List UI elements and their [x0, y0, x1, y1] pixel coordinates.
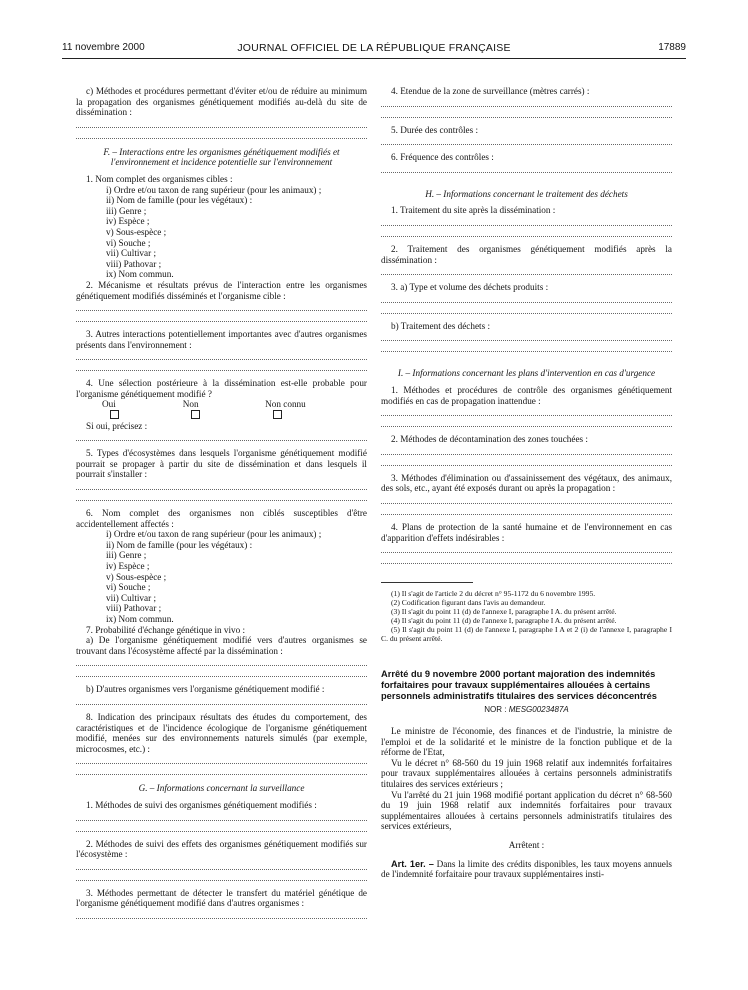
fill-line [76, 667, 367, 677]
item-g1: 1. Méthodes de suivi des organismes génétiquement modifiés : [86, 799, 317, 810]
footnote-rule [381, 582, 473, 583]
page-header [62, 42, 686, 56]
list-item: iv) Espèce ; [106, 561, 150, 571]
fill-line [381, 417, 672, 427]
fill-line [381, 265, 672, 275]
nor-code: MESG0023487A [508, 705, 569, 715]
decree-title: Arrêté du 9 novembre 2000 portant majoration des indemnités forfaitaires pour travaux supplémentaires allouées à certains personnels administratifs titulaires des services déconcentrés [381, 669, 657, 701]
list-item: iii) Genre ; [106, 550, 147, 561]
fill-line [76, 860, 367, 870]
fill-line [381, 445, 672, 455]
item-c: c) Méthodes et procédures permettant d'éviter et/ou de réduire au minimum la propagation des organismes génétiquement modifiés au-delà du site de dissémination : [76, 86, 367, 118]
list-item: ii) Nom de famille (pour les végétaux) : [106, 539, 253, 550]
fill-line [76, 118, 367, 128]
article-1 [381, 859, 672, 880]
item-f6: 6. Nom complet des organismes non ciblés susceptibles d'être accidentellement affectés : [76, 508, 367, 529]
article-1-label: Art. 1er. – [391, 858, 434, 869]
list-item: ii) Nom de famille (pour les végétaux) : [106, 195, 253, 206]
option-non[interactable]: Non [183, 399, 243, 420]
fill-line [76, 811, 367, 821]
item-i4: 4. Plans de protection de la santé humaine et de l'environnement en cas d'apparition d'effets indésirables : [381, 521, 672, 543]
fill-line [76, 871, 367, 881]
f4-options [76, 399, 367, 420]
item-h3b: b) Traitement des déchets : [391, 320, 491, 331]
fill-line [381, 505, 672, 515]
footnote: (4) Il s'agit du point 11 (d) de l'annexe I, paragraphe I A. du présent arrêté. [391, 616, 617, 626]
fill-line [381, 554, 672, 564]
fill-line [381, 97, 672, 107]
fill-line [76, 491, 367, 501]
fill-line [76, 822, 367, 832]
left-column [76, 86, 367, 920]
item-f7a: a) De l'organisme génétiquement modifié vers d'autres organismes se trouvant dans l'écosystème affecté par la dissémination : [76, 635, 367, 656]
fill-line [381, 163, 672, 173]
item-i1: 1. Méthodes et procédures de contrôle des organismes génétiquement modifiés en cas de propagation inattendue : [381, 384, 672, 406]
item-f1: 1. Nom complet des organismes cibles : [86, 173, 233, 184]
footnote: (1) Il s'agit de l'article 2 du décret n° 95-1172 du 6 novembre 1995. [391, 589, 596, 599]
footnote: (5) Il s'agit du point 11 (d) de l'annexe I, paragraphe I A et 2 (i) de l'annexe I, paragraphe I C. du présent arrêté. [381, 625, 672, 644]
header-rule [62, 58, 686, 59]
list-item: iii) Genre ; [106, 205, 147, 216]
header-page-number: 17889 [658, 42, 686, 53]
right-column [381, 86, 672, 880]
item-f7: 7. Probabilité d'échange génétique in vivo : [86, 624, 246, 635]
option-non-connu[interactable]: Non connu [265, 399, 345, 420]
fill-line [381, 293, 672, 303]
item-f4: 4. Une sélection postérieure à la dissémination est-elle probable pour l'organisme génétiquement modifié ? [76, 378, 367, 399]
list-item: vi) Souche ; [106, 582, 151, 593]
fill-line [76, 909, 367, 919]
fill-line [76, 480, 367, 490]
f1-list [76, 185, 367, 280]
item-g4: 4. Etendue de la zone de surveillance (mètres carrés) : [391, 86, 590, 96]
checkbox-icon[interactable] [273, 410, 282, 419]
fill-line [381, 304, 672, 314]
checkbox-icon[interactable] [110, 410, 119, 419]
section-g-heading: G. – Informations concernant la surveillance [138, 783, 305, 794]
list-item: viii) Pathovar ; [106, 258, 162, 269]
list-item: ix) Nom commun. [106, 613, 174, 624]
footnote: (3) Il s'agit du point 11 (d) de l'annexe I, paragraphe I A. du présent arrêté. [391, 607, 617, 617]
list-item: vii) Cultivar ; [106, 248, 157, 259]
list-item: ix) Nom commun. [106, 269, 174, 280]
list-item: iv) Espèce ; [106, 216, 150, 227]
fill-line [381, 342, 672, 352]
item-g2: 2. Méthodes de suivi des effets des organismes génétiquement modifiés sur l'écosystème : [76, 838, 367, 860]
fill-line [76, 695, 367, 705]
item-f8: 8. Indication des principaux résultats des études du comportement, des caractéristiques et de l'incidence écologique de l'organisme génétiquement modifié, menées sur des environnements naturels simulés (par exemple, microcosmes, etc.) : [76, 711, 367, 754]
list-item: vi) Souche ; [106, 237, 151, 248]
item-h1: 1. Traitement du site après la dissémination : [391, 205, 556, 216]
item-h2: 2. Traitement des organismes génétiquement modifiés après la dissémination : [381, 243, 672, 265]
item-i3: 3. Méthodes d'élimination ou d'assainissement des végétaux, des animaux, des sols, etc., ayant été exposés durant ou après la propagation : [381, 472, 672, 494]
item-h3: 3. a) Type et volume des déchets produits : [391, 282, 549, 293]
fill-line [381, 216, 672, 226]
item-f7b: b) D'autres organismes vers l'organisme génétiquement modifié : [86, 684, 325, 695]
fill-line [381, 543, 672, 553]
list-item: i) Ordre et/ou taxon de rang supérieur (pour les animaux) ; [106, 184, 322, 195]
item-f5: 5. Types d'écosystèmes dans lesquels l'organisme génétiquement modifié pourrait se propager à partir du site de dissémination et dans lesquels il pourrait s'installer : [76, 448, 367, 480]
fill-line [76, 765, 367, 775]
nor-reference: NOR : MESG0023487A [484, 705, 569, 715]
checkbox-icon[interactable] [191, 410, 200, 419]
option-oui[interactable]: Oui [102, 399, 161, 420]
fill-line [76, 129, 367, 139]
item-g5: 5. Durée des contrôles : [391, 124, 478, 135]
preamble-ministers: Le ministre de l'économie, des finances et de l'industrie, la ministre de l'emploi et de la solidarité et le ministre de la fonction publique et de la réforme de l'Etat, [381, 726, 672, 758]
fill-line [381, 108, 672, 118]
f4-si-oui: Si oui, précisez : [86, 420, 148, 431]
fill-line [381, 331, 672, 341]
fill-line [76, 350, 367, 360]
list-item: vii) Cultivar ; [106, 592, 157, 603]
fill-line [381, 494, 672, 504]
preamble-vu-decret: Vu le décret n° 68-560 du 19 juin 1968 relatif aux indemnités forfaitaires pour travaux supplémentaires allouées à certains personnels administratifs titulaires des services extérieurs ; [381, 757, 672, 790]
fill-line [381, 456, 672, 466]
list-item: i) Ordre et/ou taxon de rang supérieur (pour les animaux) ; [106, 529, 322, 540]
fill-line [76, 301, 367, 311]
fill-line [381, 135, 672, 145]
header-journal-title: JOURNAL OFFICIEL DE LA RÉPUBLIQUE FRANÇAISE [237, 42, 511, 54]
fill-line [76, 312, 367, 322]
fill-line [76, 656, 367, 666]
article-1-text: Dans la limite des crédits disponibles, les taux moyens annuels de l'indemnité forfaitaire pour travaux supplémentaires insti- [381, 858, 672, 880]
fill-line [76, 754, 367, 764]
section-i-heading: I. – Informations concernant les plans d'intervention en cas d'urgence [397, 368, 656, 379]
list-item: v) Sous-espèce ; [106, 226, 167, 237]
fill-line [381, 406, 672, 416]
fill-line [76, 361, 367, 371]
footnote: (2) Codification figurant dans l'avis au demandeur. [391, 598, 546, 608]
fill-line [76, 431, 367, 441]
item-f3: 3. Autres interactions potentiellement importantes avec d'autres organismes présents dans l'environnement : [76, 329, 367, 350]
section-h-heading: H. – Informations concernant le traitement des déchets [425, 188, 628, 199]
arretent: Arrêtent : [508, 840, 545, 851]
item-g6: 6. Fréquence des contrôles : [391, 152, 494, 163]
header-date: 11 novembre 2000 [62, 42, 145, 53]
preamble-vu-arrete: Vu l'arrêté du 21 juin 1968 modifié portant application du décret n° 68-560 du 19 juin 1968 relatif aux indemnités forfaitaires pour travaux supplémentaires allouées à certains personnels administratifs titulaires des services extérieurs, [381, 789, 672, 832]
fill-line [381, 227, 672, 237]
list-item: v) Sous-espèce ; [106, 571, 167, 582]
list-item: viii) Pathovar ; [106, 603, 162, 614]
f6-list [76, 529, 367, 624]
section-f-heading: F. – Interactions entre les organismes génétiquement modifiés et l'environnement et incidence potentielle sur l'environnement [103, 146, 340, 168]
item-i2: 2. Méthodes de décontamination des zones touchées : [391, 434, 588, 445]
item-g3: 3. Méthodes permettant de détecter le transfert du matériel génétique de l'organisme génétiquement modifié dans d'autres organismes : [76, 887, 367, 909]
item-f2: 2. Mécanisme et résultats prévus de l'interaction entre les organismes génétiquement modifiés disséminés et l'organisme cible : [76, 279, 367, 301]
